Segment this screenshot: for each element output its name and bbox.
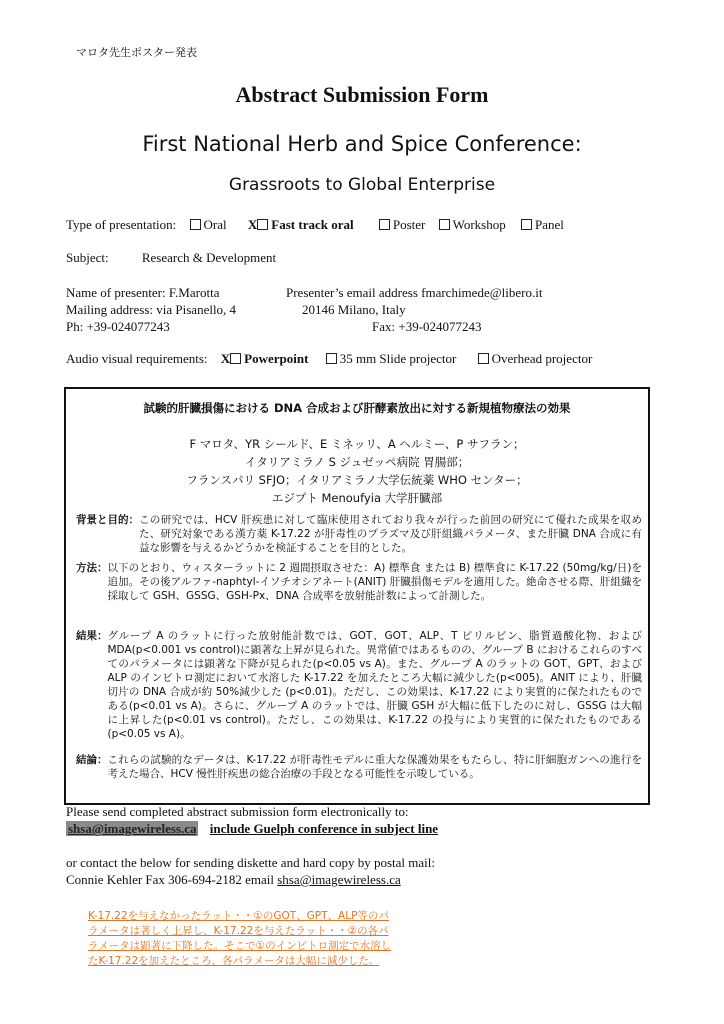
background-section bbox=[76, 513, 642, 555]
powerpoint-label: Powerpoint bbox=[244, 351, 309, 366]
handwritten-note: K-17.22を与えなかったラット・・①のGOT、GPT、ALP等のパラメータは著しく上昇し、K-17.22を与えたラット・・②の各パラメータは顕著に下降した。そこで①のインビトロ測定で水溶したK-17.22を加えたところ、各パラメータは大幅に減少した。 bbox=[88, 910, 392, 967]
fast-track-label: Fast track oral bbox=[271, 217, 354, 232]
presentation-type-row bbox=[66, 217, 564, 233]
presentation-type-label: Type of presentation: bbox=[66, 217, 177, 232]
oral-label: Oral bbox=[203, 217, 227, 232]
av-label: Audio visual requirements: bbox=[66, 351, 208, 366]
panel-checkbox[interactable] bbox=[521, 219, 532, 230]
submission-email-link[interactable]: shsa@imagewireless.ca bbox=[68, 821, 197, 836]
contact-email-link[interactable]: shsa@imagewireless.ca bbox=[277, 872, 401, 887]
poster-label: Poster bbox=[392, 217, 426, 232]
overhead-projector-checkbox[interactable] bbox=[478, 353, 489, 364]
contact-line bbox=[66, 872, 401, 888]
fast-track-checkbox[interactable] bbox=[257, 219, 268, 230]
oral-checkbox[interactable] bbox=[190, 219, 201, 230]
subject-label: Subject: bbox=[66, 250, 109, 265]
methods-text: 以下のとおり、ウィスターラットに 2 週間摂取させた：A) 標準食 または B) 標準食に K-17.22 (50mg/kg/日)を追加。その後アルファ-naphtyl-イソチオシアネート(ANIT) 肝臓損傷モデルを適用した。絶命させる際、肝組織を採取して GSH、GSSG、GSH-Px、DNA 合成率を放射能計数によって計測した。 bbox=[107, 562, 642, 602]
form-title: Abstract Submission Form bbox=[235, 82, 489, 107]
submission-line bbox=[66, 821, 438, 837]
abstract-box bbox=[64, 387, 650, 805]
conclusion-section bbox=[76, 753, 642, 781]
presenter-email: Presenter’s email address fmarchimede@libero.it bbox=[286, 285, 543, 300]
results-text: グループ A のラットに行った放射能計数では、GOT、GOT、ALP、T ビリルビン、脂質過酸化物、および MDA(p<0.001 vs control)に顕著な上昇が見られた。異常値ではあるものの、グループ B におけるこれらのすべてのパラメータには顕著な下降が見られた(p<0.05 vs A)。また、グループ A のラットの GOT、GPT、および ALP のインビトロ測定において水溶した K-17.22 を加えたところ大幅に減少した(p<005)。ANIT により、肝臓切片の DNA 合成が約 50%減少した (p<0.01)。ただし、この効果は、K-17.22 により実質的に保たれたものである(p<0.01 vs A)。さらに、グループ A のラットでは、肝臓 GSH が大幅に低下したのに対し、GSSG は大幅に上昇した(p<0.01 vs control)。ただし、この効果は、K-17.22 の投与により実質的に保たれたものである(p<0.05 vs A)。 bbox=[107, 630, 642, 740]
contact-name-fax: Connie Kehler Fax 306-694-2182 email bbox=[66, 872, 274, 887]
conference-subtitle: Grassroots to Global Enterprise bbox=[228, 175, 496, 195]
subject-line-instruction: include Guelph conference in subject line bbox=[209, 821, 439, 836]
background-label: 背景と目的： bbox=[76, 514, 139, 526]
subject-row bbox=[66, 250, 276, 266]
fast-track-mark: X bbox=[247, 217, 258, 232]
presenter-name: Name of presenter: F.Marotta bbox=[66, 285, 220, 300]
author-line: エジプト Menoufyia 大学肝臓部 bbox=[271, 491, 443, 505]
results-section bbox=[76, 629, 642, 741]
methods-section bbox=[76, 561, 642, 603]
author-line: F マロタ、YR シールド、E ミネッリ、A ヘルミー、P サフラン； bbox=[189, 437, 525, 451]
abstract-authors bbox=[66, 435, 648, 507]
panel-label: Panel bbox=[534, 217, 564, 232]
overhead-projector-label: Overhead projector bbox=[491, 351, 593, 366]
av-requirements-row bbox=[66, 351, 592, 367]
author-line: イタリアミラノ S ジュゼッペ病院 胃腸部； bbox=[244, 455, 470, 469]
powerpoint-checkbox[interactable] bbox=[230, 353, 241, 364]
postal-contact-line: or contact the below for sending diskette and hard copy by postal mail: bbox=[66, 855, 435, 870]
subject-value: Research & Development bbox=[141, 250, 277, 265]
presenter-fax: Fax: +39-024077243 bbox=[372, 319, 482, 334]
abstract-title: 試験的肝臓損傷における DNA 合成および肝酵素放出に対する新規植物療法の効果 bbox=[143, 401, 571, 415]
conclusion-text: これらの試験的なデータは、K-17.22 が肝毒性モデルに重大な保護効果をもたらし、特に肝細胞ガンへの進行を考えた場合、HCV 慢性肝疾患の総合治療の手段となる可能性を示唆している。 bbox=[107, 754, 642, 780]
conclusion-label: 結論： bbox=[76, 754, 108, 766]
header-note: マロタ先生ポスター発表 bbox=[76, 46, 197, 59]
methods-label: 方法： bbox=[76, 562, 108, 574]
background-text: この研究では、HCV 肝疾患に対して臨床使用されており我々が行った前回の研究にて優れた成果を収めた、研究対象である漢方薬 K-17.22 が肝毒性のプラズマ及び肝組織パラメータ、また肝臓 DNA 合成に有益な影響を与えるかどうかを検証することを目的とした。 bbox=[139, 514, 642, 554]
presenter-city: 20146 Milano, Italy bbox=[302, 302, 406, 317]
poster-checkbox[interactable] bbox=[379, 219, 390, 230]
powerpoint-mark: X bbox=[220, 351, 231, 366]
phone-number: Ph: +39-024077243 bbox=[66, 319, 170, 334]
workshop-checkbox[interactable] bbox=[439, 219, 450, 230]
send-instruction: Please send completed abstract submission form electronically to: bbox=[66, 804, 409, 819]
results-label: 結果： bbox=[76, 630, 108, 642]
author-line: フランスパリ SFJO；イタリアミラノ大学伝統薬 WHO センター； bbox=[186, 473, 528, 487]
conference-title: First National Herb and Spice Conference: bbox=[142, 132, 582, 156]
slide-projector-label: 35 mm Slide projector bbox=[339, 351, 457, 366]
mailing-address: Mailing address: via Pisanello, 4 bbox=[66, 302, 237, 317]
workshop-label: Workshop bbox=[452, 217, 506, 232]
slide-projector-checkbox[interactable] bbox=[326, 353, 337, 364]
